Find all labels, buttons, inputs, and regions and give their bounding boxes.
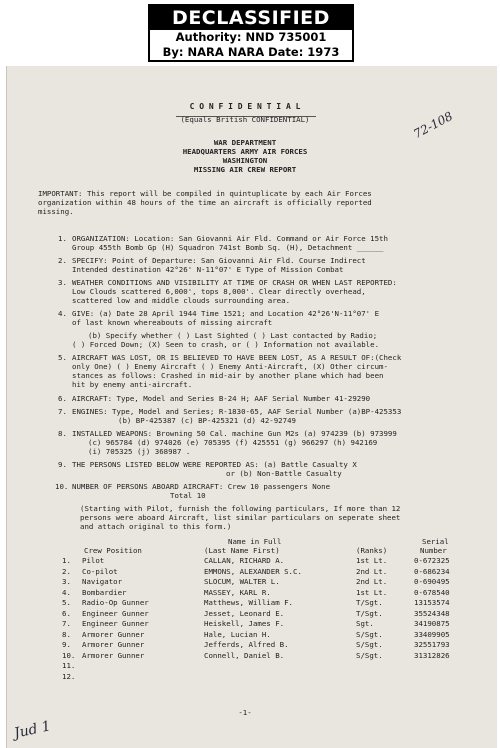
item-weapons: INSTALLED WEAPONS: Browning 50 Cal. machine Gun M2s (a) 974239 (b) 973999 — [72, 429, 397, 438]
item-loss-cause: only One) ( ) Enemy Aircraft ( ) Enemy Anti-Aircraft, (X) Other circum- — [72, 362, 388, 371]
item-specify: SPECIFY: Point of Departure: San Giovanni Air Fld. Course Indirect — [72, 256, 366, 265]
item-weather: Low Clouds scattered 6,000', tops 8,000'. Clear directly overhead, — [72, 287, 366, 296]
table-row — [0, 588, 490, 598]
crew-row-number: 5. — [62, 598, 71, 607]
crew-serial: 31312826 — [414, 650, 450, 660]
item-number: 9. — [58, 460, 67, 469]
item-number: 7. — [58, 407, 67, 416]
instructions-line: and attach original to this form.) — [80, 522, 232, 531]
item-loss-cause: hit by enemy anti-aircraft. — [72, 380, 193, 389]
crew-row-number: 11. — [62, 661, 76, 670]
header-name-bottom: (Last Name First) — [204, 546, 280, 555]
handwritten-initials: Jud 1 — [12, 718, 53, 742]
crew-row-number: 1. — [62, 556, 71, 565]
declassified-banner — [148, 4, 354, 62]
table-row — [0, 598, 490, 608]
item-number: 1. — [58, 234, 67, 243]
crew-serial: 0-686234 — [414, 566, 450, 576]
table-row — [0, 619, 490, 629]
crew-serial: 0-678540 — [414, 587, 450, 597]
crew-row-number: 6. — [62, 608, 71, 618]
header-position: Crew Position — [84, 546, 142, 555]
header-name-top: Name in Full — [228, 537, 282, 546]
item-loss-cause: stances as follows: Crashed in mid-air by another plane which had been — [72, 371, 384, 380]
crew-name: Connell, Daniel B. — [204, 650, 285, 660]
important-line: IMPORTANT: This report will be compiled in quintuplicate by each Air Forces — [38, 189, 372, 198]
crew-rank: Sgt. — [356, 619, 374, 628]
crew-rank: T/Sgt. — [356, 598, 383, 607]
item-number: 10. — [55, 482, 69, 491]
crew-position: Engineer Gunner — [82, 608, 149, 618]
heading-report-title: MISSING AIR CREW REPORT — [193, 165, 297, 174]
header-serial-bottom: Number — [420, 546, 447, 555]
item-persons-aboard: NUMBER OF PERSONS ABOARD AIRCRAFT: Crew 10 passengers None — [72, 482, 331, 491]
heading-washington: WASHINGTON — [222, 156, 268, 165]
table-row — [0, 567, 490, 577]
heading-headquarters: HEADQUARTERS ARMY AIR FORCES — [182, 147, 308, 156]
crew-position: Engineer Gunner — [82, 619, 149, 628]
crew-name: MASSEY, KARL R. — [204, 587, 271, 597]
item-number: 4. — [58, 309, 67, 318]
item-specify: Intended destination 42°26' N-11°07' E Type of Mission Combat — [72, 265, 344, 274]
instructions-line: (Starting with Pilot, furnish the following particulars, If more than 12 — [80, 504, 401, 513]
table-row — [0, 640, 490, 650]
crew-rank: T/Sgt. — [356, 608, 383, 618]
crew-rank: S/Sgt. — [356, 650, 383, 660]
header-rank: (Ranks) — [356, 546, 388, 555]
crew-rank: S/Sgt. — [356, 640, 383, 649]
table-row — [0, 651, 490, 661]
item-persons-reported: THE PERSONS LISTED BELOW WERE REPORTED AS: (a) Battle Casualty X — [72, 460, 357, 469]
handwritten-file-number: 72-108 — [411, 108, 456, 142]
table-row — [0, 609, 490, 619]
classification-marking: C O N F I D E N T I A L — [189, 102, 301, 111]
crew-serial: 33409905 — [414, 629, 450, 639]
item-weapons: (i) 705325 (j) 368987 . — [88, 447, 191, 456]
table-row — [0, 577, 490, 587]
item-number: 5. — [58, 353, 67, 362]
crew-rank: S/Sgt. — [356, 629, 383, 639]
important-line: missing. — [38, 207, 74, 216]
item-engines: ENGINES: Type, Model and Series; R-1830-65, AAF Serial Number (a)BP-425353 — [72, 407, 402, 416]
crew-row-number: 2. — [62, 566, 71, 576]
crew-position: Co-pilot — [82, 566, 118, 576]
crew-serial: 0-672325 — [414, 556, 450, 565]
item-give: of last known whereabouts of missing aircraft — [72, 318, 273, 327]
item-number: 8. — [58, 429, 67, 438]
table-row — [0, 672, 490, 682]
item-organization: Group 455th Bomb Gp (H) Squadron 741st Bomb Sq. (H), Detachment ______ — [72, 243, 384, 252]
item-number: 2. — [58, 256, 67, 265]
crew-row-number: 8. — [62, 629, 71, 639]
classification-note: (Equals British CONFIDENTIAL) — [180, 115, 310, 124]
item-give: (b) Specify whether ( ) Last Sighted ( ) Last contacted by Radio; — [88, 331, 378, 340]
crew-name: Matthews, William F. — [204, 598, 293, 607]
banner-title: DECLASSIFIED — [150, 6, 352, 30]
table-row — [0, 661, 490, 671]
crew-position: Armorer Gunner — [82, 629, 145, 639]
crew-name: Heiskell, James F. — [204, 619, 285, 628]
table-row — [0, 556, 490, 566]
crew-row-number: 10. — [62, 650, 76, 660]
crew-rank: 2nd Lt. — [356, 566, 388, 576]
crew-row-number: 12. — [62, 671, 76, 681]
crew-name: SLOCUM, WALTER L. — [204, 577, 280, 586]
item-weather: WEATHER CONDITIONS AND VISIBILITY AT TIME OF CRASH OR WHEN LAST REPORTED: — [72, 278, 397, 287]
table-row — [0, 630, 490, 640]
crew-serial: 0-690495 — [414, 577, 450, 586]
item-number: 3. — [58, 278, 67, 287]
crew-rank: 1st Lt. — [356, 556, 388, 565]
crew-rank: 1st Lt. — [356, 587, 388, 597]
crew-row-number: 3. — [62, 577, 71, 586]
crew-row-number: 4. — [62, 587, 71, 597]
item-aircraft: AIRCRAFT: Type, Model and Series B-24 H; AAF Serial Number 41-29290 — [72, 394, 371, 403]
banner-authority: Authority: NND 735001 — [175, 30, 327, 44]
page-number: -1- — [238, 708, 252, 717]
important-line: organization within 48 hours of the time an aircraft is officially reported — [38, 198, 372, 207]
crew-serial: 32551793 — [414, 640, 450, 649]
crew-position: Armorer Gunner — [82, 640, 145, 649]
heading-war-department: WAR DEPARTMENT — [213, 138, 277, 147]
item-loss-cause: AIRCRAFT WAS LOST, OR IS BELIEVED TO HAVE BEEN LOST, AS A RESULT OF:(Check — [72, 353, 402, 362]
crew-serial: 34190875 — [414, 619, 450, 628]
crew-position: Pilot — [82, 556, 105, 565]
crew-name: Jesset, Leonard E. — [204, 608, 285, 618]
crew-position: Bombardier — [82, 587, 127, 597]
crew-name: CALLAN, RICHARD A. — [204, 556, 285, 565]
item-give: GIVE: (a) Date 28 April 1944 Time 1521; and Location 42°26'N-11°07' E — [72, 309, 380, 318]
crew-name: Jefferds, Alfred B. — [204, 640, 289, 649]
crew-row-number: 7. — [62, 619, 71, 628]
crew-position: Radio-Op Gunner — [82, 598, 149, 607]
item-number: 6. — [58, 394, 67, 403]
item-engines: (b) BP-425387 (c) BP-425321 (d) 42-92749 — [118, 416, 296, 425]
crew-name: Hale, Lucian H. — [204, 629, 271, 639]
crew-position: Navigator — [82, 577, 123, 586]
banner-by: By: NARA NARA Date: 1973 — [162, 45, 340, 59]
header-serial-top: Serial — [422, 537, 449, 546]
item-weather: scattered low and middle clouds surrounding area. — [72, 296, 291, 305]
crew-serial: 13153574 — [414, 598, 450, 607]
crew-position: Armorer Gunner — [82, 650, 145, 660]
instructions-line: persons were aboard Aircraft, list similar particulars on seperate sheet — [80, 513, 401, 522]
crew-row-number: 9. — [62, 640, 71, 649]
crew-serial: 35524348 — [414, 608, 450, 618]
item-give: ( ) Forced Down; (X) Seen to crash, or ( ) Information not available. — [72, 340, 380, 349]
crew-rank: 2nd Lt. — [356, 577, 388, 586]
item-persons-aboard: Total 10 — [170, 491, 206, 500]
item-weapons: (c) 965784 (d) 974026 (e) 705395 (f) 425551 (g) 966297 (h) 942169 — [88, 438, 378, 447]
item-persons-reported: or (b) Non-Battle Casualty — [226, 469, 342, 478]
crew-name: EMMONS, ALEXANDER S.C. — [204, 566, 302, 576]
item-organization: ORGANIZATION: Location: San Giovanni Air Fld. Command or Air Force 15th — [72, 234, 388, 243]
